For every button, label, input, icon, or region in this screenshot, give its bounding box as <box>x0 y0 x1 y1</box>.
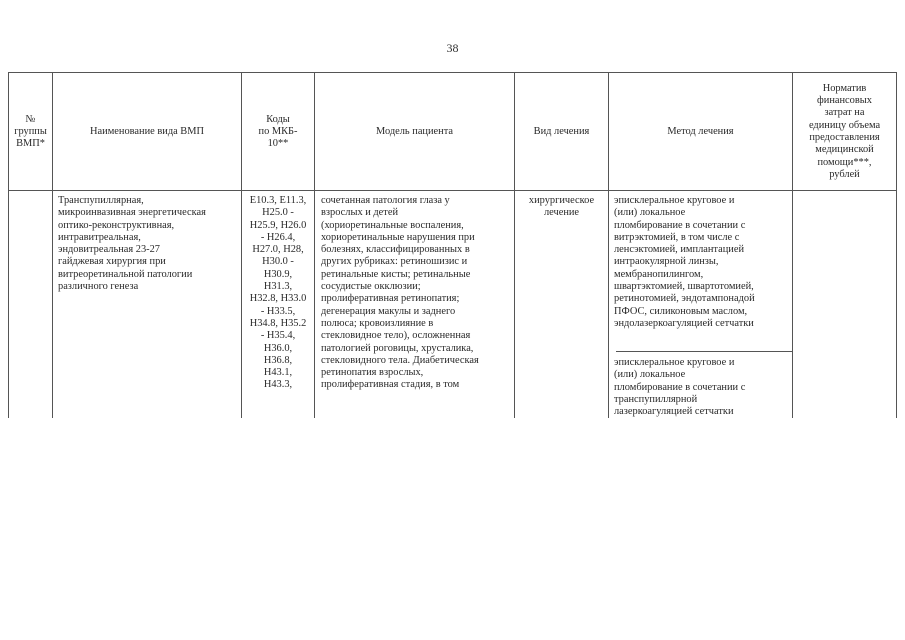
header-bottom-border <box>8 190 896 191</box>
row-method-1: эписклеральное круговое и (или) локальное пломбирование в сочетании с витрэктомией, в том числе с ленсэктомией, имплантацией интраокулярной линзы, мембранопилингом, швартэктомией, швартотомией, ретинотомией, эндотампонадой ПФОС, силиконовым маслом, эндолазеркоагуляцией сетчатки <box>614 195 755 329</box>
page-number: 38 <box>446 41 459 55</box>
header-patient-model: Модель пациента <box>375 125 454 137</box>
row-vmp-name: Транспупиллярная, микроинвазивная энергетическая оптико-реконструктивная, интравитреальная, эндовитреальная 23-27 гайджевая хирургия при витреоретинальной патологии различного генеза <box>58 195 206 293</box>
vmp-table <box>8 72 896 418</box>
header-vmp-name: Наименование вида ВМП <box>90 125 204 137</box>
header-cost-norm: Норматив финансовых затрат на единицу объема предоставления медицинской помощи***, рублей <box>808 82 881 180</box>
header-group-number: № группы ВМП* <box>14 113 47 150</box>
method-row-divider <box>616 351 792 352</box>
table-top-border <box>8 72 896 73</box>
row-icd-codes: E10.3, E11.3, H25.0 - H25.9, H26.0 - H26.4, H27.0, H28, H30.0 - H30.9, H31.3, H32.8, H33.0 - H33.5, H34.8, H35.2 - H35.4, H36.0, H36.8, H43.1, H43.3, <box>249 195 307 391</box>
row-method-2: эписклеральное круговое и (или) локальное пломбирование в сочетании с транспупиллярной лазеркоагуляцией сетчатки <box>614 357 746 418</box>
header-icd-codes: Коды по МКБ- 10** <box>258 113 298 150</box>
header-treatment-method: Метод лечения <box>667 125 734 137</box>
col-border-7 <box>896 72 897 418</box>
header-treatment-kind: Вид лечения <box>533 125 590 137</box>
row-treatment-kind: хирургическое лечение <box>528 195 595 219</box>
row-patient-model: сочетанная патология глаза у взрослых и детей (хориоретинальные воспаления, хориоретинальные нарушения при болезнях, классифицированных в других рубриках: ретиношизис и ретинальные кисты; ретинальные сосудистые окклюзии; пролиферативная ретинопатия; дегенерация макулы и заднего полюса; кровоизлияние в стекловидное тело), осложненная патологией роговицы, хрусталика, стекловидного тела. Диабетическая ретинопатия взрослых, пролиферативная стадия, в том <box>321 195 479 391</box>
